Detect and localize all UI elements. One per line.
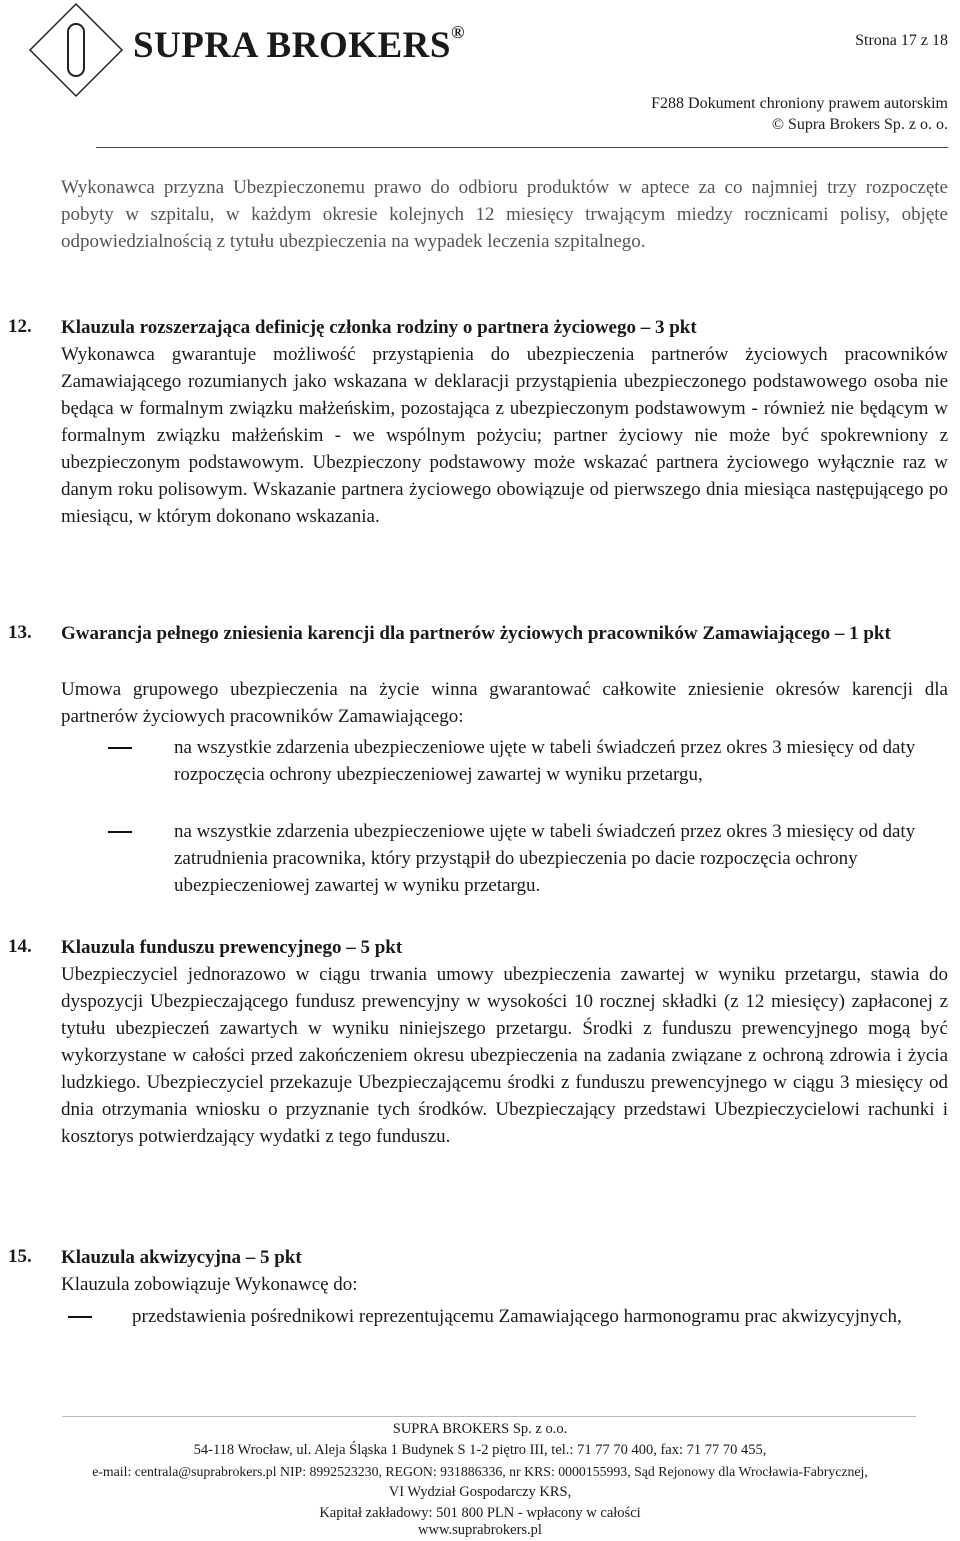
footer-capital: Kapitał zakładowy: 501 800 PLN - wpłacony w całości	[319, 1505, 641, 1521]
brand-text: SUPRA BROKERS	[133, 25, 451, 66]
footer-company: SUPRA BROKERS Sp. z o.o.	[392, 1421, 568, 1437]
section-13-body: Umowa grupowego ubezpieczenia na życie winna gwarantować całkowite zniesienie okresów karencji dla partnerów życiowych pracowników Zamawiającego:	[61, 679, 948, 727]
section-12-body: Wykonawca gwarantuje możliwość przystąpienia do ubezpieczenia partnerów życiowych pracowników Zamawiającego rozumianych jako wskazana w deklaracji przystąpienia ubezpieczonego podstawowego osoba nie będąca w formalnym związku małżeńskim, pozostająca z ubezpieczonym podstawowym - również nie będącym w formalnym związku małżeńskim - we wspólnym pożyciu; partner życiowy nie może być spokrewniony z ubezpieczonym podstawowym. Ubezpieczony podstawowy może wskazać partnera życiowego wyłącznie raz w danym roku polisowym. Wskazanie partnera życiowego obowiązuje od pierwszego dnia miesiąca następującego po miesiącu, w którym dokonano wskazania.	[61, 344, 948, 527]
section-15-body: Klauzula zobowiązuje Wykonawcę do:	[61, 1274, 358, 1295]
bullet-dash	[108, 747, 132, 749]
brand-name	[133, 21, 465, 67]
footer-registration: e-mail: centrala@suprabrokers.pl NIP: 8992523230, REGON: 931886336, nr KRS: 0000155993, Sąd Rejonowy dla Wrocławia-Fabrycznej,	[92, 1464, 868, 1479]
section-14-heading: Klauzula funduszu prewencyjnego – 5 pkt	[61, 937, 403, 958]
section-15-number: 15.	[8, 1246, 32, 1267]
section-14-body: Ubezpieczyciel jednorazowo w ciągu trwania umowy ubezpieczenia zawartej w wyniku przetargu, stawia do dyspozycji Ubezpieczającego fundusz prewencyjny w wysokości 10 rocznej składki (z 12 miesięcy) zapłaconej z tytułu ubezpieczeń zawartych w wyniku niniejszego przetargu. Środki z funduszu prewencyjnego mogą być wykorzystane w całości przed zakończeniem okresu ubezpieczenia na zadania związane z ochroną zdrowia i życia ludzkiego. Ubezpieczyciel przekazuje Ubezpieczającemu środki z funduszu prewencyjnego w ciągu 3 miesięcy od dnia otrzymania wniosku o przyznanie tych środków. Ubezpieczający przedstawi Ubezpieczycielowi rachunki i kosztorys potwierdzający wydatki z tego funduszu.	[61, 964, 948, 1147]
copyright-owner: © Supra Brokers Sp. z o. o.	[771, 116, 948, 133]
section-13-bullet-2: na wszystkie zdarzenia ubezpieczeniowe ujęte w tabeli świadczeń przez okres 3 miesięcy od daty zatrudnienia pracownika, który przystąpił do ubezpieczenia po dacie rozpoczęcia ochrony ubezpieczeniowej zawartej w wyniku przetargu.	[174, 821, 916, 896]
section-15-bullet-1: przedstawienia pośrednikowi reprezentującemu Zamawiającego harmonogramu prac akwizycyjnych,	[132, 1306, 902, 1327]
section-13-heading: Gwarancja pełnego zniesienia karencji dla partnerów życiowych pracowników Zamawiającego – 1 pkt	[61, 623, 891, 644]
section-14-number: 14.	[8, 936, 32, 957]
intro-paragraph: Wykonawca przyzna Ubezpieczonemu prawo do odbioru produktów w aptece za co najmniej trzy rozpoczęte pobyty w szpitalu, w każdym okresie kolejnych 12 miesięcy trwającym miedzy rocznicami polisy, objęte odpowiedzialnością z tytułu ubezpieczenia na wypadek leczenia szpitalnego.	[61, 177, 948, 252]
copyright-notice: F288 Dokument chroniony prawem autorskim	[651, 95, 948, 112]
bullet-dash	[68, 1316, 92, 1318]
logo-icon	[28, 2, 124, 98]
registered-mark: ®	[450, 21, 465, 42]
section-12-heading: Klauzula rozszerzająca definicję członka rodziny o partnera życiowego – 3 pkt	[61, 317, 697, 338]
footer-court-division: VI Wydział Gospodarczy KRS,	[388, 1484, 572, 1500]
footer-divider	[62, 1416, 916, 1417]
section-15-heading: Klauzula akwizycyjna – 5 pkt	[61, 1247, 302, 1268]
page-number: Strona 17 z 18	[855, 32, 948, 49]
bullet-dash	[108, 831, 132, 833]
header-divider	[96, 147, 948, 148]
section-13-bullet-1: na wszystkie zdarzenia ubezpieczeniowe ujęte w tabeli świadczeń przez okres 3 miesięcy od daty rozpoczęcia ochrony ubezpieczeniowej zawartej w wyniku przetargu,	[174, 737, 916, 785]
section-12-number: 12.	[8, 316, 32, 337]
footer-address: 54-118 Wrocław, ul. Aleja Śląska 1 Budynek S 1-2 piętro III, tel.: 71 77 70 400, fax: 71 77 70 455,	[193, 1442, 767, 1458]
section-13-number: 13.	[8, 622, 32, 643]
footer-website: www.suprabrokers.pl	[418, 1522, 542, 1538]
